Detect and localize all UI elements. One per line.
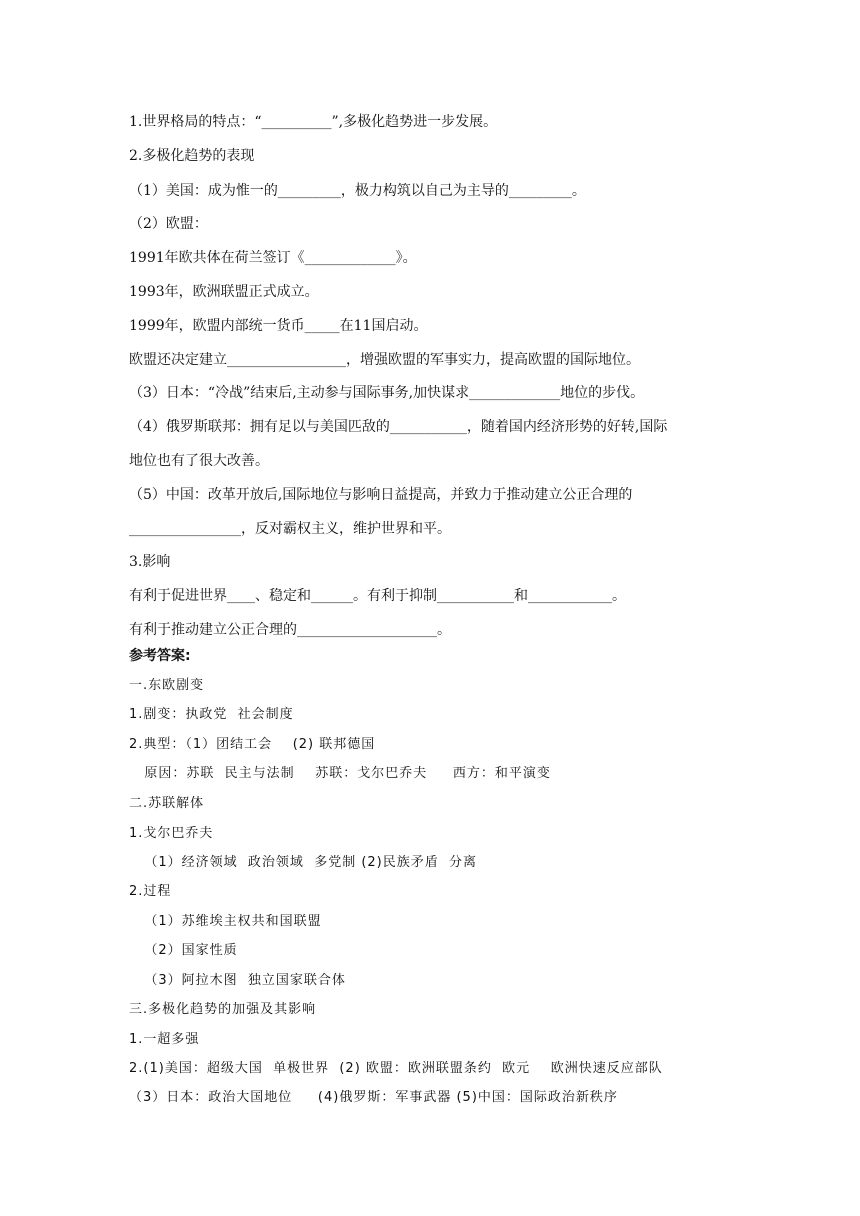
answer-line: （1）苏维埃主权共和国联盟 <box>129 914 322 929</box>
answer-line: 原因：苏联 民主与法制 苏联：戈尔巴乔夫 西方：和平演变 <box>129 766 551 781</box>
answer-line: 1.一超多强 <box>129 1032 200 1047</box>
question-line-impact-a: 有利于促进世界____、稳定和______。有利于抑制___________和____________。 <box>129 588 626 604</box>
answer-section-1: 一.东欧剧变 <box>129 678 205 693</box>
question-line-russia-b: 地位也有了很大改善。 <box>129 453 269 469</box>
answer-line: （3）日本：政治大国地位 (4)俄罗斯：军事武器 (5)中国：国际政治新秩序 <box>129 1090 618 1105</box>
answer-section-3: 三.多极化趋势的加强及其影响 <box>129 1002 317 1017</box>
section-title-3: 3.影响 <box>129 554 171 570</box>
question-line-japan: （3）日本：“冷战”结束后,主动参与国际事务,加快谋求_____________地位的步伐。 <box>129 385 645 401</box>
answer-section-2: 二.苏联解体 <box>129 796 205 811</box>
question-line-1: 1.世界格局的特点：“__________”,多极化趋势进一步发展。 <box>129 114 498 130</box>
answer-line: 2.典型：（1）团结工会 (2) 联邦德国 <box>129 737 376 752</box>
section-title-2: 2.多极化趋势的表现 <box>129 148 255 164</box>
answer-line: 2.(1)美国：超级大国 单极世界 (2) 欧盟：欧洲联盟条约 欧元 欧洲快速反应部队 <box>129 1061 663 1076</box>
answer-line: （2）国家性质 <box>129 943 238 958</box>
question-line-china-b: ________________，反对霸权主义，维护世界和平。 <box>129 521 451 537</box>
answers-heading: 参考答案: <box>129 648 191 664</box>
question-line-1991: 1991年欧共体在荷兰签订《_____________》。 <box>129 250 417 266</box>
answer-line: （1）经济领域 政治领域 多党制 (2)民族矛盾 分离 <box>129 855 478 870</box>
question-line-1999: 1999年，欧盟内部统一货币_____在11国启动。 <box>129 318 428 334</box>
question-line-impact-b: 有利于推动建立公正合理的____________________。 <box>129 622 451 638</box>
answer-line: 1.戈尔巴乔夫 <box>129 826 214 841</box>
question-line-russia-a: （4）俄罗斯联邦：拥有足以与美国匹敌的___________，随着国内经济形势的好转,国际 <box>129 419 668 435</box>
question-line-1993: 1993年，欧洲联盟正式成立。 <box>129 284 319 300</box>
question-line-eu-military: 欧盟还决定建立_________________，增强欧盟的军事实力，提高欧盟的国际地位。 <box>129 352 640 368</box>
answer-line: 1.剧变：执政党 社会制度 <box>129 707 294 722</box>
answer-line: 2.过程 <box>129 884 172 899</box>
question-line-eu: （2）欧盟： <box>129 216 208 232</box>
question-line-china-a: （5）中国：改革开放后,国际地位与影响日益提高，并致力于推动建立公正合理的 <box>129 487 633 503</box>
answer-line: （3）阿拉木图 独立国家联合体 <box>129 973 346 988</box>
question-line-usa: （1）美国：成为惟一的_________，极力构筑以自己为主导的_________。 <box>129 183 586 199</box>
